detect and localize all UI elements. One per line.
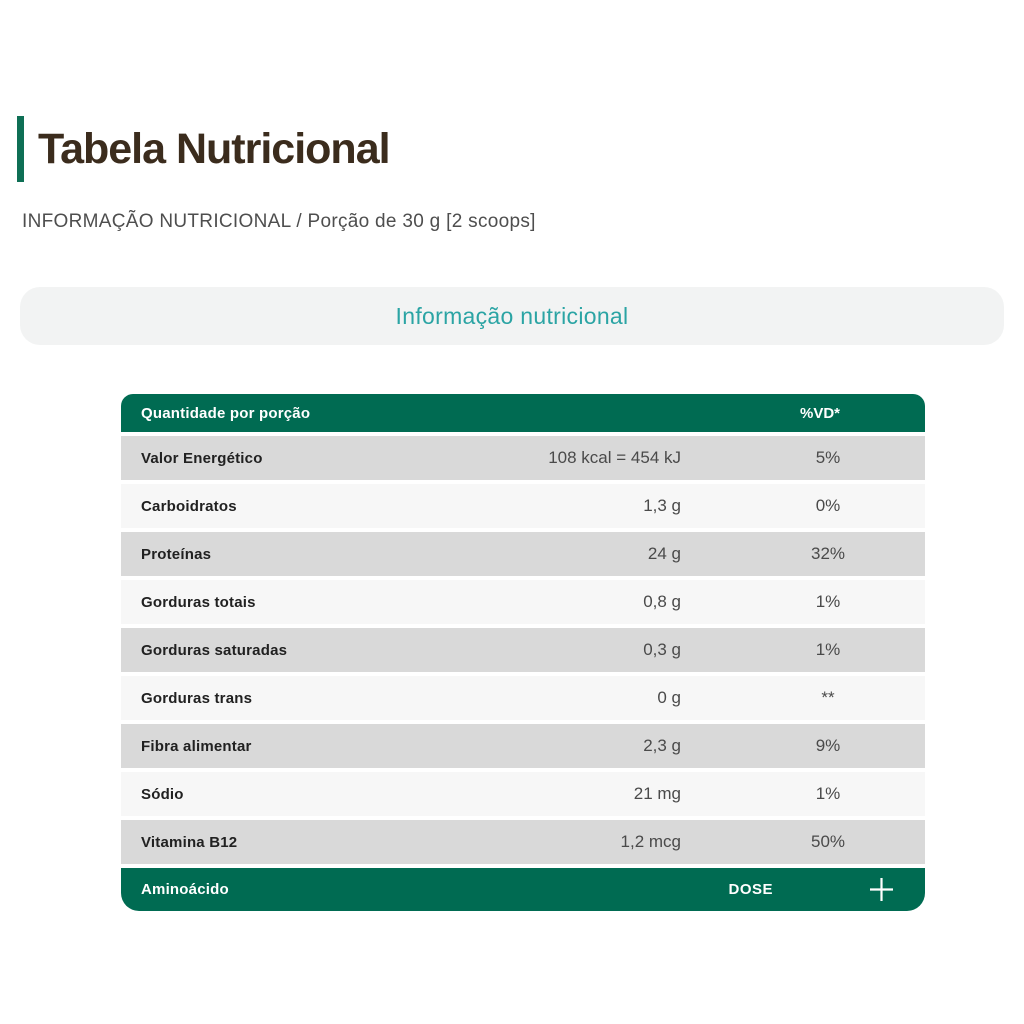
table-row	[121, 436, 925, 480]
row-label: Gorduras totais	[141, 593, 256, 611]
table-row	[121, 484, 925, 528]
table-row	[121, 772, 925, 816]
row-value: 1,2 mcg	[620, 832, 681, 851]
row-value: 0,3 g	[643, 640, 681, 659]
amino-acids-footer-row[interactable]	[121, 868, 925, 911]
row-value: 24 g	[647, 544, 681, 563]
row-value: 1,3 g	[643, 496, 681, 515]
amino-acids-label: Aminoácido	[141, 881, 229, 898]
row-vd: 9%	[815, 736, 841, 755]
row-vd: 0%	[815, 496, 841, 515]
table-header-row	[121, 394, 925, 432]
row-label: Gorduras trans	[141, 689, 253, 707]
page-title: Tabela Nutricional	[38, 125, 390, 173]
table-row	[121, 628, 925, 672]
row-label: Proteínas	[141, 545, 212, 563]
row-label: Vitamina B12	[141, 833, 238, 851]
row-vd: 50%	[810, 832, 846, 851]
table-row	[121, 580, 925, 624]
row-label: Carboidratos	[141, 497, 237, 515]
row-vd: **	[821, 688, 835, 707]
dose-label: DOSE	[728, 881, 773, 898]
header-quantity-label: Quantidade por porção	[141, 404, 311, 422]
nutrition-table	[121, 394, 925, 911]
title-accent-bar	[17, 116, 24, 182]
serving-info-subtitle: INFORMAÇÃO NUTRICIONAL / Porção de 30 g [2 scoops]	[22, 211, 536, 232]
row-label: Valor Energético	[141, 449, 263, 467]
row-label: Fibra alimentar	[141, 737, 252, 755]
tab-informacao-nutricional[interactable]	[20, 287, 1004, 345]
page-title-block	[17, 116, 390, 182]
table-row	[121, 820, 925, 864]
row-vd: 1%	[815, 592, 841, 611]
row-value: 0,8 g	[643, 592, 681, 611]
tab-informacao-nutricional-label: Informação nutricional	[395, 302, 629, 329]
row-value: 21 mg	[633, 784, 681, 803]
row-label: Gorduras saturadas	[141, 641, 288, 659]
row-label: Sódio	[141, 785, 184, 803]
row-value: 108 kcal = 454 kJ	[548, 448, 681, 467]
row-vd: 1%	[815, 784, 841, 803]
table-row	[121, 532, 925, 576]
table-row	[121, 724, 925, 768]
table-row	[121, 676, 925, 720]
row-vd: 1%	[815, 640, 841, 659]
plus-icon[interactable]	[868, 876, 895, 903]
row-vd: 5%	[815, 448, 841, 467]
header-vd-label: %VD*	[799, 404, 840, 422]
row-vd: 32%	[810, 544, 846, 563]
row-value: 2,3 g	[643, 736, 681, 755]
row-value: 0 g	[657, 688, 681, 707]
